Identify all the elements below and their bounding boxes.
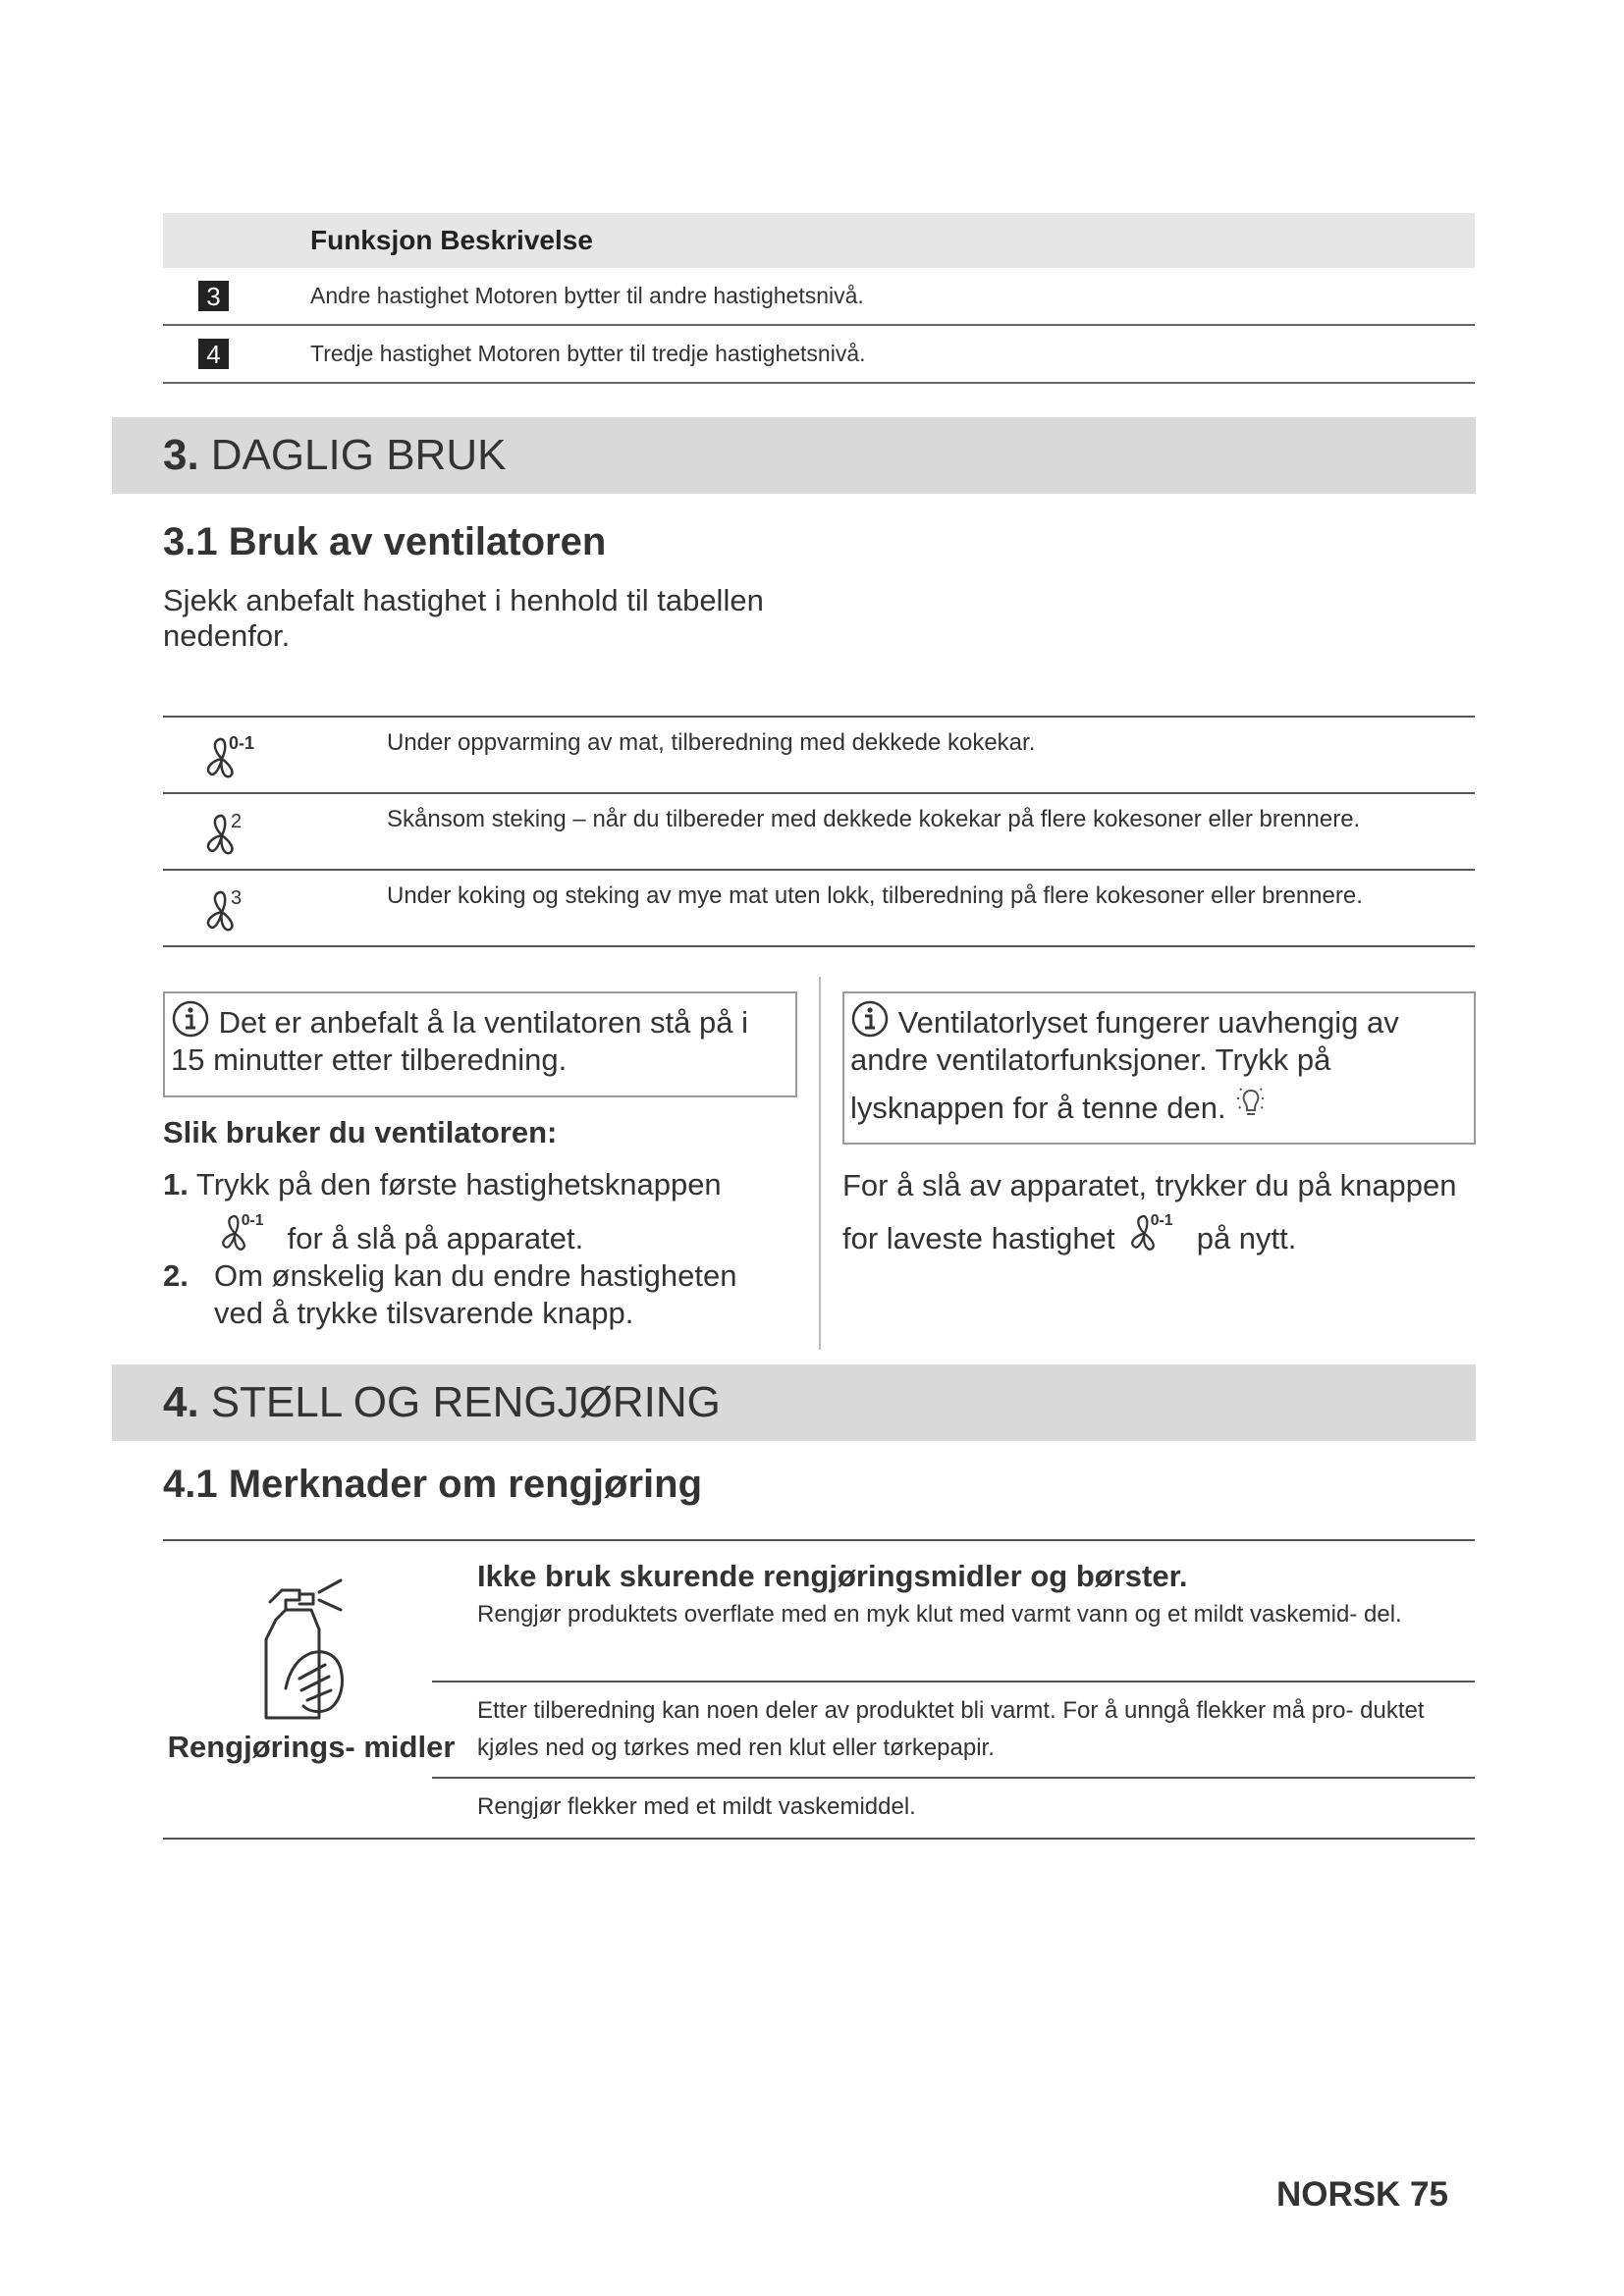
step-number: 2. — [163, 1258, 189, 1293]
cleaning-text: Etter tilberedning kan noen deler av produktet bli varmt. For å unngå flekker må pro- duktet kjøles ned og tørkes med ren klut eller tørkepapir. — [477, 1697, 1425, 1761]
section-number: 4. — [163, 1378, 199, 1426]
info-icon — [171, 999, 210, 1039]
info-icon — [850, 999, 890, 1039]
cleaning-icon-cell — [163, 1541, 456, 1838]
cleaning-agents-label: Rengjørings- midler — [167, 1730, 456, 1764]
speed-label: 3 — [231, 887, 243, 909]
function-table-header — [163, 213, 1475, 268]
fan-speed-0-1-icon — [1123, 1209, 1188, 1253]
number-badge: 3 — [198, 281, 229, 311]
page-footer: NORSK 75 — [1275, 2175, 1448, 2214]
speed-description: Under koking og steking av mye mat uten lokk, tilberedning på flere kokesoner eller brennere. — [387, 882, 1363, 909]
speed-label: 2 — [231, 811, 243, 832]
fan-speed-0-1-icon — [214, 1209, 279, 1253]
table-row — [163, 794, 1475, 871]
turn-off-text-a: for laveste hastighet — [842, 1221, 1115, 1255]
info-text: lysknappen for å tenne den. — [850, 1091, 1226, 1125]
cleaning-cell — [432, 1779, 1475, 1840]
step-1 — [163, 1166, 791, 1257]
turn-off-text-b: på nytt. — [1196, 1221, 1297, 1255]
step-text: Om ønskelig kan du endre hastigheten ved å trykke tilsvarende knapp. — [214, 1258, 737, 1330]
table-row — [163, 871, 1475, 947]
cleaning-text: Rengjør produktets overflate med en myk klut med varmt vann og et mildt vaskemid- del. — [477, 1601, 1402, 1628]
cleaning-cell — [432, 1541, 1475, 1682]
section-4-heading — [112, 1364, 1476, 1441]
step-text: Trykk på den første hastighetsknappen — [195, 1167, 722, 1201]
section-3-heading — [112, 417, 1476, 494]
speed-description: Skånsom steking – når du tilbereder med dekkede kokekar på flere kokesoner eller brennere. — [387, 806, 1361, 832]
speed-table — [163, 716, 1475, 947]
info-text: Det er anbefalt å la ventilatoren stå på i 15 minutter etter tilberedning. — [171, 1005, 749, 1077]
column-divider — [819, 977, 821, 1350]
steps-list — [163, 1166, 791, 1332]
section-title: STELL OG RENGJØRING — [210, 1378, 721, 1426]
table-row — [163, 268, 1475, 326]
fan-speed-2-icon — [200, 808, 269, 857]
fan-label: 0-1 — [241, 1211, 264, 1229]
cleaning-warning-title: Ikke bruk skurende rengjøringsmidler og børster. — [477, 1559, 1188, 1593]
speed-label: 0-1 — [229, 733, 255, 753]
cleaning-text: Rengjør flekker med et mildt vaskemiddel. — [477, 1793, 916, 1820]
fan-speed-3-icon — [200, 884, 269, 934]
number-badge: 4 — [198, 339, 229, 369]
light-bulb-icon — [1234, 1085, 1268, 1124]
intro-text: Sjekk anbefalt hastighet i henhold til tabellen nedenfor. — [163, 583, 764, 653]
function-table-header-text: Funksjon Beskrivelse — [310, 225, 593, 255]
speed-description: Under oppvarming av mat, tilberedning med dekkede kokekar. — [387, 729, 1036, 756]
turn-off-text — [842, 1162, 1481, 1262]
subsection-4-1-heading: 4.1 Merknader om rengjøring — [163, 1463, 703, 1506]
function-description: Tredje hastighet Motoren bytter til tredje hastighetsnivå. — [310, 341, 866, 366]
cleaning-spray-icon — [256, 1571, 369, 1733]
turn-off-line-2 — [842, 1209, 1481, 1262]
step-text: for å slå på apparatet. — [287, 1221, 584, 1255]
fan-label: 0-1 — [1150, 1211, 1173, 1229]
table-row — [163, 326, 1475, 384]
fan-speed-0-1-icon — [200, 731, 269, 780]
info-box-right — [842, 991, 1476, 1145]
step-2 — [163, 1257, 791, 1332]
function-table — [163, 213, 1475, 384]
function-description: Andre hastighet Motoren bytter til andre hastighetsnivå. — [310, 283, 864, 308]
info-text: Ventilatorlyset fungerer uavhengig av andre ventilatorfunksjoner. Trykk på — [850, 1005, 1399, 1077]
howto-heading: Slik bruker du ventilatoren: — [163, 1115, 558, 1149]
info-box-left — [163, 991, 797, 1097]
turn-off-line-1: For å slå av apparatet, trykker du på knappen — [842, 1168, 1457, 1202]
cleaning-cell — [432, 1682, 1475, 1779]
subsection-3-1-heading: 3.1 Bruk av ventilatoren — [163, 520, 607, 563]
step-number: 1. — [163, 1167, 189, 1201]
table-row — [163, 718, 1475, 794]
section-number: 3. — [163, 431, 199, 479]
section-title: DAGLIG BRUK — [210, 431, 507, 479]
cleaning-table — [163, 1539, 1475, 1840]
